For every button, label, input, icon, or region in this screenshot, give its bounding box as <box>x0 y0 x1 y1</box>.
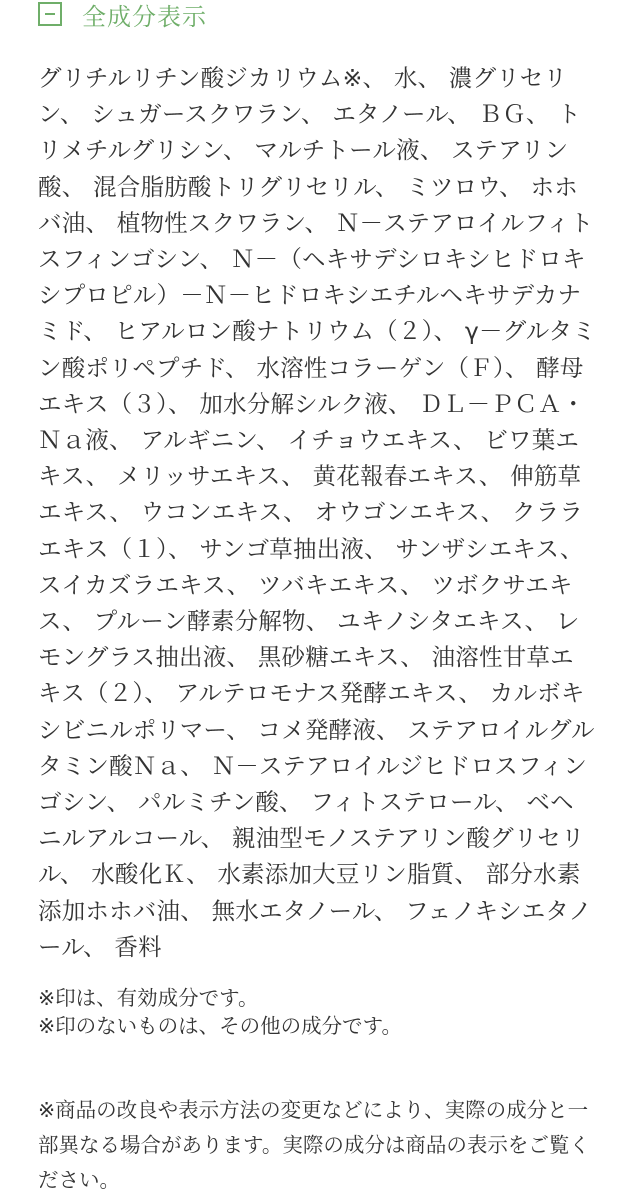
disclaimer-note: ※商品の改良や表示方法の変更などにより、実際の成分と一部異なる場合があります。実際の成分は商品の表示をご覧ください。 <box>38 1098 590 1192</box>
section-title: 全成分表示 <box>82 2 207 31</box>
ingredients-header <box>38 0 207 34</box>
active-ingredient-note: ※印は、有効成分です。 <box>38 986 259 1010</box>
other-ingredient-note: ※印のないものは、その他の成分です。 <box>38 1014 403 1038</box>
minus-square-icon[interactable] <box>38 2 62 26</box>
ingredients-list: グリチルリチン酸ジカリウム※、 水、 濃グリセリン、 シュガースクワラン、 エタノール、 ＢＧ、 トリメチルグリシン、 マルチトール液、 ステアリン酸、 混合脂肪酸トリグリセリル、 ミツロウ、 ホホバ油、 植物性スクワラン、 Ｎ－ステアロイルフィトスフィンゴシン、 Ｎ－（ヘキサデシロキシヒドロキシプロピル）－Ｎ－ヒドロキシエチルヘキサデカナミド、 ヒアルロン酸ナトリウム（２）、 γ－グルタミン酸ポリペプチド、 水溶性コラーゲン（Ｆ）、 酵母エキス（３）、 加水分解シルク液、 ＤＬ－ＰＣＡ・Ｎａ液、 アルギニン、 イチョウエキス、 ビワ葉エキス、 メリッサエキス、 黄花報春エキス、 伸筋草エキス、 ウコンエキス、 オウゴンエキス、 クララエキス（１）、 サンゴ草抽出液、 サンザシエキス、 スイカズラエキス、 ツバキエキス、 ツボクサエキス、 プルーン酵素分解物、 ユキノシタエキス、 レモングラス抽出液、 黒砂糖エキス、 油溶性甘草エキス（２）、 アルテロモナス発酵エキス、 カルボキシビニルポリマー、 コメ発酵液、 ステアロイルグルタミン酸Ｎａ、 Ｎ－ステアロイルジヒドロスフィンゴシン、 パルミチン酸、 フィトステロール、 ベヘニルアルコール、 親油型モノステアリン酸グリセリル、 水酸化Ｋ、 水素添加大豆リン脂質、 部分水素添加ホホバ油、 無水エタノール、 フェノキシエタノール、 香料 <box>38 64 596 961</box>
